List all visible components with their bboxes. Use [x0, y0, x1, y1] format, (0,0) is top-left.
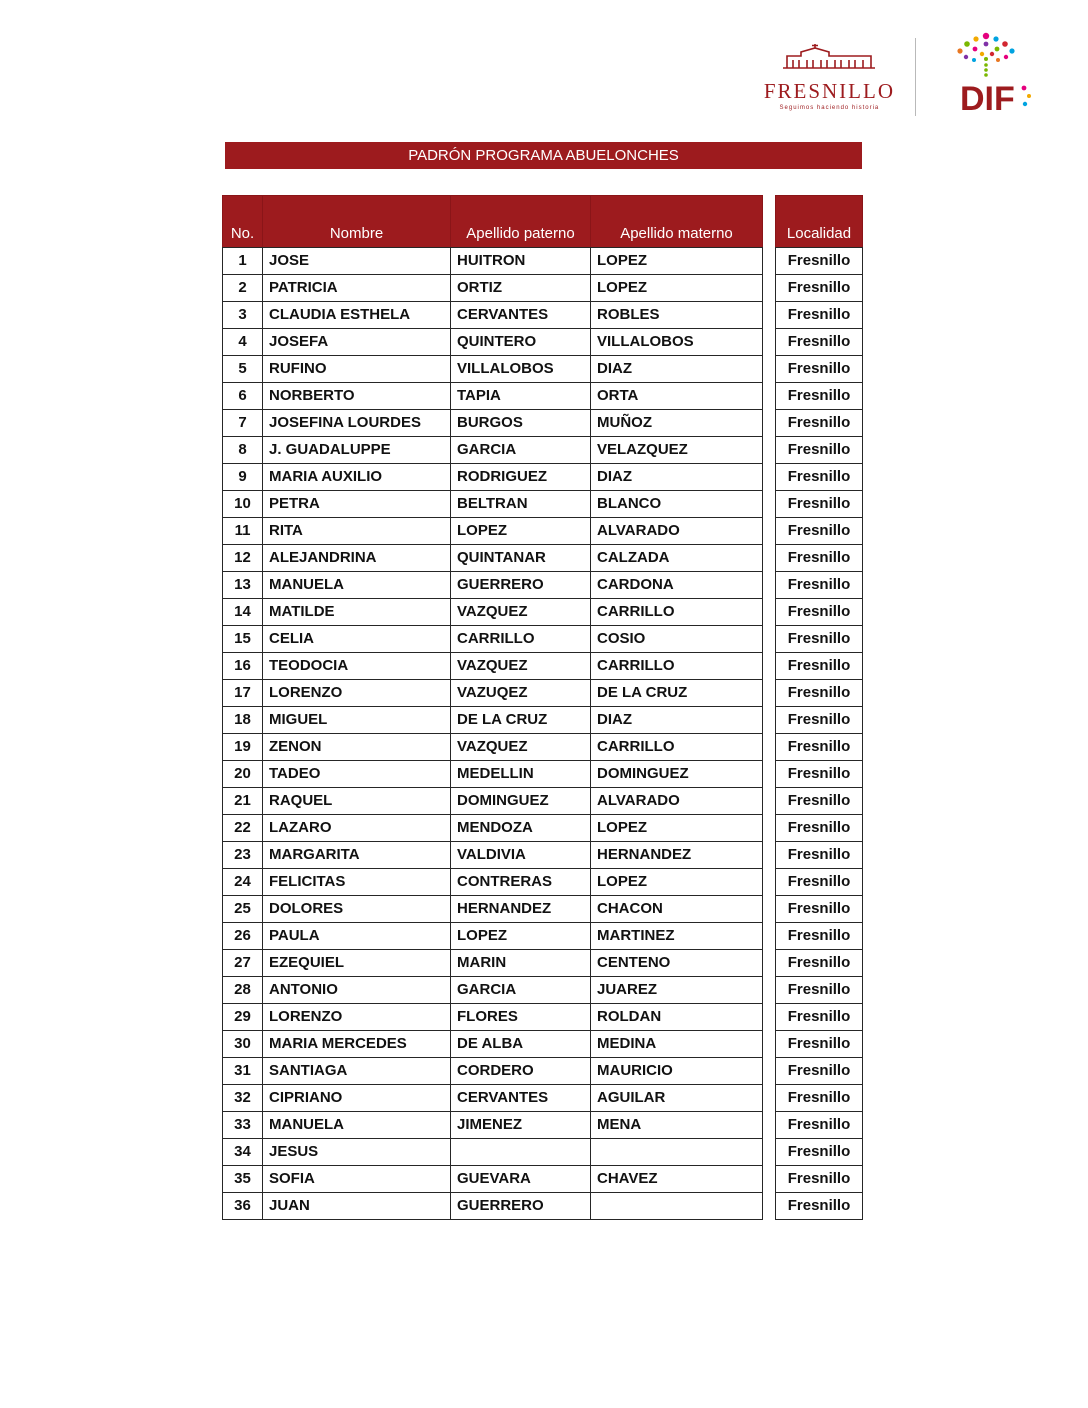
- row-number-cell: 28: [223, 977, 263, 1004]
- apellido-materno-cell: LOPEZ: [591, 869, 763, 896]
- apellido-paterno-cell: GUERRERO: [451, 572, 591, 599]
- row-number-cell: 3: [223, 302, 263, 329]
- header-no: No.: [223, 196, 263, 248]
- column-gap: [763, 464, 776, 491]
- localidad-cell: Fresnillo: [776, 491, 863, 518]
- apellido-paterno-cell: VILLALOBOS: [451, 356, 591, 383]
- localidad-cell: Fresnillo: [776, 356, 863, 383]
- nombre-cell: MARIA MERCEDES: [263, 1031, 451, 1058]
- nombre-cell: TEODOCIA: [263, 653, 451, 680]
- row-number-cell: 13: [223, 572, 263, 599]
- header-localidad: Localidad: [776, 196, 863, 248]
- row-number-cell: 20: [223, 761, 263, 788]
- localidad-cell: Fresnillo: [776, 923, 863, 950]
- apellido-materno-cell: ALVARADO: [591, 518, 763, 545]
- apellido-paterno-cell: TAPIA: [451, 383, 591, 410]
- nombre-cell: RUFINO: [263, 356, 451, 383]
- apellido-materno-cell: MEDINA: [591, 1031, 763, 1058]
- table-row: [223, 572, 863, 599]
- table-row: [223, 653, 863, 680]
- apellido-paterno-cell: VALDIVIA: [451, 842, 591, 869]
- localidad-cell: Fresnillo: [776, 680, 863, 707]
- localidad-cell: Fresnillo: [776, 626, 863, 653]
- apellido-paterno-cell: VAZQUEZ: [451, 599, 591, 626]
- nombre-cell: RITA: [263, 518, 451, 545]
- svg-text:DIF: DIF: [960, 80, 1015, 118]
- row-number-cell: 10: [223, 491, 263, 518]
- column-gap: [763, 410, 776, 437]
- apellido-paterno-cell: CONTRERAS: [451, 869, 591, 896]
- table-row: [223, 599, 863, 626]
- column-gap: [763, 815, 776, 842]
- row-number-cell: 32: [223, 1085, 263, 1112]
- nombre-cell: LORENZO: [263, 680, 451, 707]
- nombre-cell: ZENON: [263, 734, 451, 761]
- table-row: [223, 491, 863, 518]
- header-apellido-paterno: Apellido paterno: [451, 196, 591, 248]
- row-number-cell: 29: [223, 1004, 263, 1031]
- apellido-materno-cell: MENA: [591, 1112, 763, 1139]
- apellido-materno-cell: ALVARADO: [591, 788, 763, 815]
- column-gap: [763, 356, 776, 383]
- localidad-cell: Fresnillo: [776, 653, 863, 680]
- apellido-materno-cell: LOPEZ: [591, 275, 763, 302]
- localidad-cell: Fresnillo: [776, 1139, 863, 1166]
- localidad-cell: Fresnillo: [776, 761, 863, 788]
- apellido-paterno-cell: ORTIZ: [451, 275, 591, 302]
- apellido-paterno-cell: GARCIA: [451, 977, 591, 1004]
- apellido-paterno-cell: QUINTANAR: [451, 545, 591, 572]
- row-number-cell: 17: [223, 680, 263, 707]
- row-number-cell: 25: [223, 896, 263, 923]
- header-gap: [763, 196, 776, 248]
- row-number-cell: 12: [223, 545, 263, 572]
- table-row: [223, 734, 863, 761]
- localidad-cell: Fresnillo: [776, 329, 863, 356]
- row-number-cell: 27: [223, 950, 263, 977]
- table-row: [223, 842, 863, 869]
- column-gap: [763, 1139, 776, 1166]
- nombre-cell: JOSEFINA LOURDES: [263, 410, 451, 437]
- localidad-cell: Fresnillo: [776, 383, 863, 410]
- apellido-materno-cell: CHACON: [591, 896, 763, 923]
- localidad-cell: Fresnillo: [776, 950, 863, 977]
- apellido-paterno-cell: CORDERO: [451, 1058, 591, 1085]
- logo-group: [764, 30, 1036, 123]
- apellido-materno-cell: DIAZ: [591, 356, 763, 383]
- apellido-materno-cell: MAURICIO: [591, 1058, 763, 1085]
- row-number-cell: 9: [223, 464, 263, 491]
- nombre-cell: MARIA AUXILIO: [263, 464, 451, 491]
- nombre-cell: EZEQUIEL: [263, 950, 451, 977]
- column-gap: [763, 518, 776, 545]
- apellido-materno-cell: DIAZ: [591, 707, 763, 734]
- apellido-materno-cell: VELAZQUEZ: [591, 437, 763, 464]
- column-gap: [763, 977, 776, 1004]
- localidad-cell: Fresnillo: [776, 977, 863, 1004]
- row-number-cell: 7: [223, 410, 263, 437]
- apellido-paterno-cell: JIMENEZ: [451, 1112, 591, 1139]
- nombre-cell: NORBERTO: [263, 383, 451, 410]
- table-row: [223, 680, 863, 707]
- nombre-cell: JUAN: [263, 1193, 451, 1220]
- column-gap: [763, 950, 776, 977]
- apellido-paterno-cell: HUITRON: [451, 248, 591, 275]
- localidad-cell: Fresnillo: [776, 869, 863, 896]
- apellido-paterno-cell: FLORES: [451, 1004, 591, 1031]
- table-row: [223, 950, 863, 977]
- table-row: [223, 788, 863, 815]
- apellido-paterno-cell: CERVANTES: [451, 1085, 591, 1112]
- localidad-cell: Fresnillo: [776, 599, 863, 626]
- table-row: [223, 923, 863, 950]
- apellido-materno-cell: JUAREZ: [591, 977, 763, 1004]
- column-gap: [763, 1112, 776, 1139]
- column-gap: [763, 545, 776, 572]
- apellido-paterno-cell: CARRILLO: [451, 626, 591, 653]
- column-gap: [763, 761, 776, 788]
- row-number-cell: 6: [223, 383, 263, 410]
- apellido-paterno-cell: CERVANTES: [451, 302, 591, 329]
- nombre-cell: CLAUDIA ESTHELA: [263, 302, 451, 329]
- apellido-materno-cell: HERNANDEZ: [591, 842, 763, 869]
- table-row: [223, 248, 863, 275]
- row-number-cell: 23: [223, 842, 263, 869]
- nombre-cell: MIGUEL: [263, 707, 451, 734]
- apellido-paterno-cell: GUERRERO: [451, 1193, 591, 1220]
- table-row: [223, 302, 863, 329]
- row-number-cell: 33: [223, 1112, 263, 1139]
- nombre-cell: MARGARITA: [263, 842, 451, 869]
- nombre-cell: TADEO: [263, 761, 451, 788]
- nombre-cell: PETRA: [263, 491, 451, 518]
- table-row: [223, 761, 863, 788]
- row-number-cell: 36: [223, 1193, 263, 1220]
- apellido-materno-cell: CENTENO: [591, 950, 763, 977]
- table-row: [223, 1112, 863, 1139]
- row-number-cell: 30: [223, 1031, 263, 1058]
- apellido-materno-cell: CARRILLO: [591, 599, 763, 626]
- nombre-cell: ALEJANDRINA: [263, 545, 451, 572]
- localidad-cell: Fresnillo: [776, 248, 863, 275]
- localidad-cell: Fresnillo: [776, 1193, 863, 1220]
- apellido-paterno-cell: [451, 1139, 591, 1166]
- localidad-cell: Fresnillo: [776, 734, 863, 761]
- apellido-paterno-cell: LOPEZ: [451, 518, 591, 545]
- row-number-cell: 31: [223, 1058, 263, 1085]
- column-gap: [763, 869, 776, 896]
- localidad-cell: Fresnillo: [776, 1085, 863, 1112]
- apellido-materno-cell: CARDONA: [591, 572, 763, 599]
- table-row: [223, 1193, 863, 1220]
- apellido-paterno-cell: DE LA CRUZ: [451, 707, 591, 734]
- nombre-cell: SANTIAGA: [263, 1058, 451, 1085]
- apellido-paterno-cell: GARCIA: [451, 437, 591, 464]
- table-row: [223, 410, 863, 437]
- column-gap: [763, 302, 776, 329]
- apellido-materno-cell: LOPEZ: [591, 248, 763, 275]
- apellido-paterno-cell: MARIN: [451, 950, 591, 977]
- apellido-materno-cell: VILLALOBOS: [591, 329, 763, 356]
- column-gap: [763, 1004, 776, 1031]
- table-row: [223, 626, 863, 653]
- table-row: [223, 329, 863, 356]
- table-row: [223, 545, 863, 572]
- apellido-materno-cell: LOPEZ: [591, 815, 763, 842]
- table-row: [223, 437, 863, 464]
- table-body: [223, 248, 863, 1220]
- apellido-paterno-cell: BURGOS: [451, 410, 591, 437]
- localidad-cell: Fresnillo: [776, 815, 863, 842]
- apellido-paterno-cell: VAZUQEZ: [451, 680, 591, 707]
- apellido-materno-cell: DOMINGUEZ: [591, 761, 763, 788]
- column-gap: [763, 572, 776, 599]
- apellido-paterno-cell: MEDELLIN: [451, 761, 591, 788]
- apellido-materno-cell: CARRILLO: [591, 653, 763, 680]
- column-gap: [763, 896, 776, 923]
- row-number-cell: 8: [223, 437, 263, 464]
- table-row: [223, 896, 863, 923]
- apellido-materno-cell: ROBLES: [591, 302, 763, 329]
- column-gap: [763, 329, 776, 356]
- apellido-paterno-cell: RODRIGUEZ: [451, 464, 591, 491]
- table-row: [223, 464, 863, 491]
- row-number-cell: 35: [223, 1166, 263, 1193]
- nombre-cell: RAQUEL: [263, 788, 451, 815]
- row-number-cell: 19: [223, 734, 263, 761]
- row-number-cell: 24: [223, 869, 263, 896]
- row-number-cell: 4: [223, 329, 263, 356]
- apellido-materno-cell: DIAZ: [591, 464, 763, 491]
- column-gap: [763, 1193, 776, 1220]
- fresnillo-building-icon: [779, 42, 879, 72]
- localidad-cell: Fresnillo: [776, 572, 863, 599]
- table-row: [223, 383, 863, 410]
- apellido-paterno-cell: DOMINGUEZ: [451, 788, 591, 815]
- header-nombre: Nombre: [263, 196, 451, 248]
- table-row: [223, 518, 863, 545]
- column-gap: [763, 1085, 776, 1112]
- nombre-cell: PATRICIA: [263, 275, 451, 302]
- row-number-cell: 2: [223, 275, 263, 302]
- fresnillo-tagline: Seguimos haciendo historia: [779, 105, 880, 111]
- column-gap: [763, 599, 776, 626]
- nombre-cell: MANUELA: [263, 1112, 451, 1139]
- localidad-cell: Fresnillo: [776, 1166, 863, 1193]
- localidad-cell: Fresnillo: [776, 1004, 863, 1031]
- fresnillo-logo: [764, 42, 895, 111]
- apellido-materno-cell: CALZADA: [591, 545, 763, 572]
- column-gap: [763, 491, 776, 518]
- table-row: [223, 815, 863, 842]
- localidad-cell: Fresnillo: [776, 437, 863, 464]
- localidad-cell: Fresnillo: [776, 896, 863, 923]
- table-row: [223, 707, 863, 734]
- column-gap: [763, 626, 776, 653]
- logo-divider: [915, 38, 916, 116]
- nombre-cell: SOFIA: [263, 1166, 451, 1193]
- table-row: [223, 1004, 863, 1031]
- column-gap: [763, 923, 776, 950]
- table-row: [223, 356, 863, 383]
- header-apellido-materno: Apellido materno: [591, 196, 763, 248]
- table-row: [223, 1031, 863, 1058]
- fresnillo-wordmark: FRESNILLO: [763, 79, 895, 103]
- column-gap: [763, 248, 776, 275]
- apellido-materno-cell: DE LA CRUZ: [591, 680, 763, 707]
- column-gap: [763, 1031, 776, 1058]
- column-gap: [763, 734, 776, 761]
- column-gap: [763, 788, 776, 815]
- nombre-cell: MATILDE: [263, 599, 451, 626]
- nombre-cell: FELICITAS: [263, 869, 451, 896]
- localidad-cell: Fresnillo: [776, 518, 863, 545]
- table-row: [223, 869, 863, 896]
- apellido-paterno-cell: MENDOZA: [451, 815, 591, 842]
- apellido-materno-cell: AGUILAR: [591, 1085, 763, 1112]
- nombre-cell: J. GUADALUPPE: [263, 437, 451, 464]
- apellido-materno-cell: CARRILLO: [591, 734, 763, 761]
- column-gap: [763, 680, 776, 707]
- nombre-cell: LAZARO: [263, 815, 451, 842]
- apellido-materno-cell: ORTA: [591, 383, 763, 410]
- row-number-cell: 22: [223, 815, 263, 842]
- apellido-materno-cell: BLANCO: [591, 491, 763, 518]
- column-gap: [763, 1166, 776, 1193]
- column-gap: [763, 653, 776, 680]
- row-number-cell: 14: [223, 599, 263, 626]
- table-row: [223, 1085, 863, 1112]
- apellido-paterno-cell: GUEVARA: [451, 1166, 591, 1193]
- apellido-paterno-cell: LOPEZ: [451, 923, 591, 950]
- header-row: [223, 196, 863, 248]
- localidad-cell: Fresnillo: [776, 1058, 863, 1085]
- table-row: [223, 275, 863, 302]
- localidad-cell: Fresnillo: [776, 842, 863, 869]
- nombre-cell: JESUS: [263, 1139, 451, 1166]
- row-number-cell: 1: [223, 248, 263, 275]
- column-gap: [763, 383, 776, 410]
- roster-table: [222, 195, 863, 1220]
- nombre-cell: PAULA: [263, 923, 451, 950]
- row-number-cell: 11: [223, 518, 263, 545]
- nombre-cell: LORENZO: [263, 1004, 451, 1031]
- apellido-paterno-cell: QUINTERO: [451, 329, 591, 356]
- apellido-materno-cell: MUÑOZ: [591, 410, 763, 437]
- table-row: [223, 977, 863, 1004]
- table-row: [223, 1139, 863, 1166]
- apellido-paterno-cell: BELTRAN: [451, 491, 591, 518]
- apellido-materno-cell: [591, 1139, 763, 1166]
- apellido-paterno-cell: DE ALBA: [451, 1031, 591, 1058]
- column-gap: [763, 1058, 776, 1085]
- apellido-materno-cell: CHAVEZ: [591, 1166, 763, 1193]
- localidad-cell: Fresnillo: [776, 275, 863, 302]
- localidad-cell: Fresnillo: [776, 707, 863, 734]
- row-number-cell: 26: [223, 923, 263, 950]
- apellido-materno-cell: MARTINEZ: [591, 923, 763, 950]
- localidad-cell: Fresnillo: [776, 1112, 863, 1139]
- roster-table-wrap: [222, 195, 863, 1220]
- dif-tree-icon: [936, 30, 1036, 118]
- column-gap: [763, 437, 776, 464]
- apellido-materno-cell: [591, 1193, 763, 1220]
- column-gap: [763, 275, 776, 302]
- column-gap: [763, 707, 776, 734]
- nombre-cell: JOSEFA: [263, 329, 451, 356]
- nombre-cell: DOLORES: [263, 896, 451, 923]
- localidad-cell: Fresnillo: [776, 545, 863, 572]
- table-row: [223, 1058, 863, 1085]
- row-number-cell: 34: [223, 1139, 263, 1166]
- localidad-cell: Fresnillo: [776, 410, 863, 437]
- nombre-cell: MANUELA: [263, 572, 451, 599]
- nombre-cell: CIPRIANO: [263, 1085, 451, 1112]
- page-title: PADRÓN PROGRAMA ABUELONCHES: [225, 142, 862, 169]
- row-number-cell: 15: [223, 626, 263, 653]
- apellido-paterno-cell: VAZQUEZ: [451, 653, 591, 680]
- localidad-cell: Fresnillo: [776, 302, 863, 329]
- apellido-materno-cell: COSIO: [591, 626, 763, 653]
- apellido-paterno-cell: VAZQUEZ: [451, 734, 591, 761]
- row-number-cell: 5: [223, 356, 263, 383]
- nombre-cell: CELIA: [263, 626, 451, 653]
- row-number-cell: 21: [223, 788, 263, 815]
- nombre-cell: ANTONIO: [263, 977, 451, 1004]
- apellido-materno-cell: ROLDAN: [591, 1004, 763, 1031]
- localidad-cell: Fresnillo: [776, 788, 863, 815]
- apellido-paterno-cell: HERNANDEZ: [451, 896, 591, 923]
- row-number-cell: 18: [223, 707, 263, 734]
- nombre-cell: JOSE: [263, 248, 451, 275]
- dif-logo: [936, 30, 1036, 123]
- table-row: [223, 1166, 863, 1193]
- localidad-cell: Fresnillo: [776, 1031, 863, 1058]
- column-gap: [763, 842, 776, 869]
- row-number-cell: 16: [223, 653, 263, 680]
- localidad-cell: Fresnillo: [776, 464, 863, 491]
